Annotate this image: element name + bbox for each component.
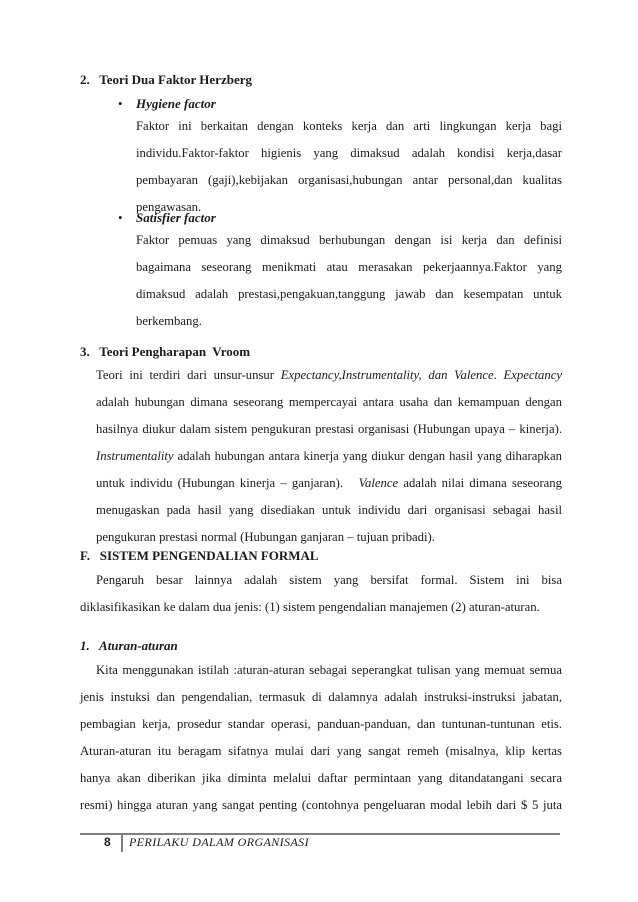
paragraph-line: jenis instuksi dan pengendalian, termasuk di dalamnya adalah instruksi-instruksi jabatan, (80, 690, 562, 704)
text-run-italic: Instrumentality (96, 449, 174, 463)
paragraph-line: hasilnya diukur dalam sistem pengukuran prestasi organisasi (Hubungan upaya – kinerja). (96, 422, 562, 436)
text-run: adalah hubungan antara kinerja yang diukur dengan hasil yang diharapkan (173, 449, 562, 463)
bullet-icon: • (118, 96, 123, 111)
text-run-italic: Expectancy (503, 368, 562, 382)
paragraph-line: pengukuran prestasi normal (Hubungan ganjaran – tujuan pribadi). (96, 530, 435, 544)
text-run: Teori ini terdiri dari unsur-unsur (96, 368, 281, 382)
text-run: . (493, 368, 504, 382)
section-1-heading: 1. Aturan-aturan (80, 638, 178, 653)
paragraph-line: Faktor pemuas yang dimaksud berhubungan dengan isi kerja dan definisi (136, 233, 562, 247)
paragraph-line: menugaskan pada hasil yang disediakan untuk individu dari organisasi sebagai hasil (96, 503, 562, 517)
hygiene-factor-paragraph (136, 113, 562, 221)
paragraph-line: pengawasan. (136, 200, 202, 214)
footer-divider (121, 835, 123, 852)
paragraph-line: Aturan-aturan itu beragam sifatnya mulai dari yang sangat remeh (misalnya, klip kertas (80, 744, 562, 758)
rules-paragraph (80, 657, 562, 819)
page-number: 8 (104, 835, 111, 849)
text-run: adalah nilai dimana seseorang (398, 476, 562, 490)
hygiene-factor-title: Hygiene factor (136, 96, 216, 111)
paragraph-line: pembagian kerja, prosedur standar operasi, panduan-panduan, dan tuntunan-tuntunan etis. (80, 717, 562, 731)
paragraph-line (96, 470, 562, 497)
section-f-heading: F. SISTEM PENGENDALIAN FORMAL (80, 548, 319, 563)
paragraph-line: resmi) hingga aturan yang sangat penting (contohnya pengeluaran modal lebih dari $ 5 juta (80, 798, 562, 812)
paragraph-line: individu.Faktor-faktor higienis yang dimaksud adalah kondisi kerja,dasar (136, 146, 562, 160)
paragraph-line: hanya akan diberikan jika diminta melalui daftar permintaan yang ditandatangani secara (80, 771, 562, 785)
text-run: untuk individu (Hubungan kinerja – ganjaran). (96, 476, 359, 490)
paragraph-line: berkembang. (136, 314, 202, 328)
satisfier-factor-title: Satisfier factor (136, 210, 216, 225)
paragraph-line: diklasifikasikan ke dalam dua jenis: (1) sistem pengendalian manajemen (2) aturan-aturan. (80, 600, 540, 614)
paragraph-line: dimaksud adalah prestasi,pengakuan,tanggung jawab dan kesempatan untuk (136, 287, 562, 301)
section-2-heading: 2. Teori Dua Faktor Herzberg (80, 72, 252, 87)
paragraph-line: Faktor ini berkaitan dengan konteks kerja dan arti lingkungan kerja bagi (136, 119, 562, 133)
paragraph-line: bagaimana seseorang menikmati atau merasakan pekerjaannya.Faktor yang (136, 260, 562, 274)
paragraph-line: Kita menggunakan istilah :aturan-aturan sebagai seperangkat tulisan yang memuat semua (96, 663, 562, 677)
vroom-paragraph (96, 362, 562, 551)
satisfier-factor-paragraph (136, 227, 562, 335)
text-run-italic: Expectancy,Instrumentality, dan Valence (280, 368, 494, 382)
formal-control-paragraph (80, 567, 562, 621)
paragraph-line: Pengaruh besar lainnya adalah sistem yang bersifat formal. Sistem ini bisa (96, 573, 562, 587)
paragraph-line (96, 362, 562, 389)
paragraph-line (96, 443, 562, 470)
paragraph-line: adalah hubungan dimana seseorang mempercayai antara usaha dan kemampuan dengan (96, 395, 562, 409)
footer-title: PERILAKU DALAM ORGANISASI (129, 835, 309, 849)
section-3-heading: 3. Teori Pengharapan Vroom (80, 344, 251, 359)
paragraph-line: pembayaran (gaji),kebijakan organisasi,hubungan antar personal,dan kualitas (136, 173, 562, 187)
bullet-icon: • (118, 210, 123, 225)
text-run-italic: Valence (358, 476, 399, 490)
